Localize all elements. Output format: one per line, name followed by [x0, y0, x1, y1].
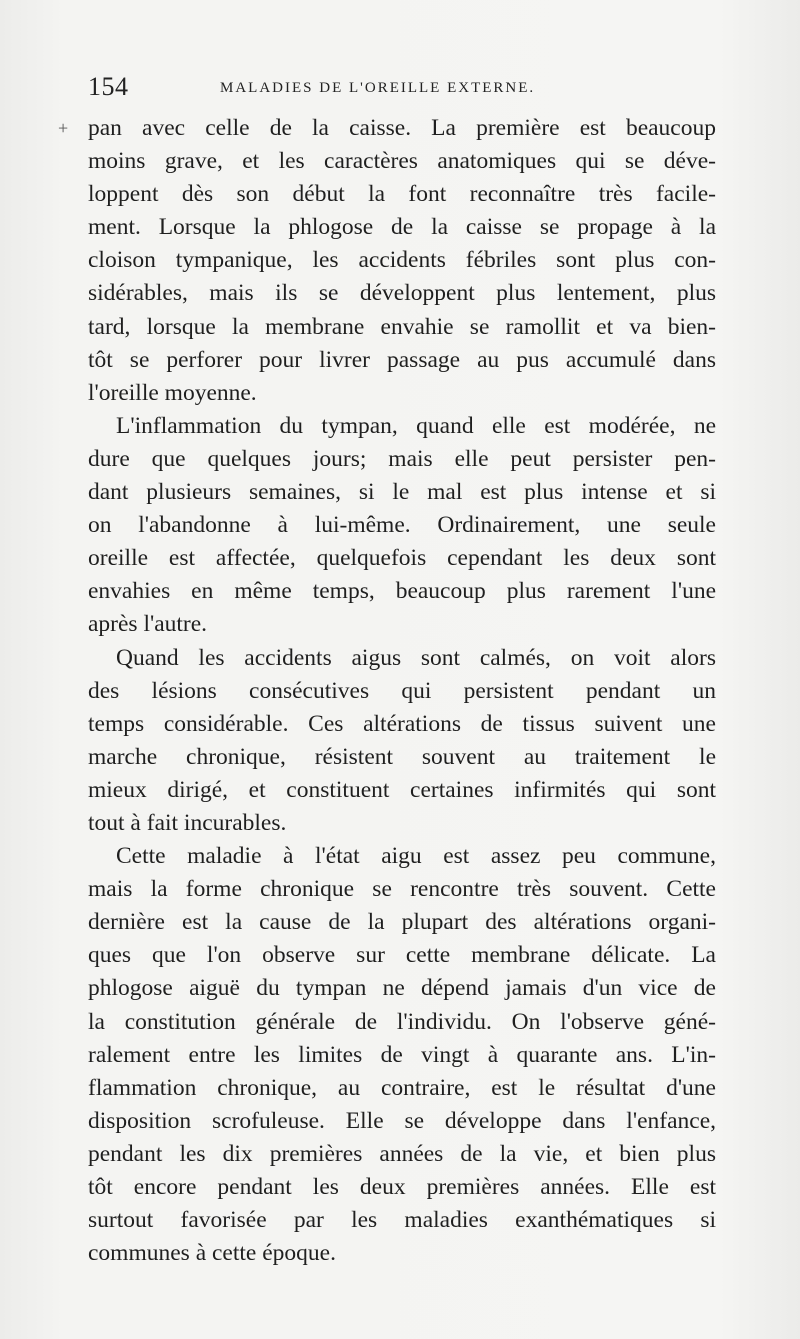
- text-line: tard, lorsque la membrane envahie se ramollit et va bien-: [88, 313, 716, 340]
- text-line: L'inflammation du tympan, quand elle est modérée, ne: [116, 412, 716, 439]
- text-line: ralement entre les limites de vingt à quarante ans. L'in-: [88, 1041, 716, 1068]
- text-line: ment. Lorsque la phlogose de la caisse se propage à la: [88, 214, 716, 241]
- text-line: moins grave, et les caractères anatomiques qui se déve-: [88, 148, 716, 175]
- text-line: surtout favorisée par les maladies exanthématiques si: [88, 1207, 716, 1234]
- text-line: Cette maladie à l'état aigu est assez peu commune,: [116, 843, 716, 870]
- page-header: [88, 72, 708, 102]
- text-line: dure que quelques jours; mais elle peut persister pen-: [88, 445, 716, 472]
- text-line: sidérables, mais ils se développent plus lentement, plus: [88, 280, 716, 307]
- text-line: flammation chronique, au contraire, est le résultat d'une: [88, 1074, 716, 1101]
- text-line: mieux dirigé, et constituent certaines infirmités qui sont: [88, 776, 716, 803]
- text-line: envahies en même temps, beaucoup plus rarement l'une: [88, 578, 716, 605]
- text-line: des lésions consécutives qui persistent pendant un: [88, 677, 716, 704]
- body-text: [88, 112, 716, 1270]
- text-line: tout à fait incurables.: [88, 809, 287, 836]
- text-line: ques que l'on observe sur cette membrane délicate. La: [88, 942, 716, 969]
- text-line: communes à cette époque.: [88, 1240, 336, 1267]
- text-line: tôt se perforer pour livrer passage au pus accumulé dans: [88, 346, 716, 373]
- text-line: disposition scrofuleuse. Elle se développe dans l'enfance,: [88, 1107, 716, 1134]
- text-line: dernière est la cause de la plupart des altérations organi-: [88, 909, 716, 936]
- text-line: l'oreille moyenne.: [88, 379, 257, 406]
- text-line: cloison tympanique, les accidents fébriles sont plus con-: [88, 247, 716, 274]
- text-line: loppent dès son début la font reconnaître très facile-: [88, 181, 716, 208]
- text-line: mais la forme chronique se rencontre très souvent. Cette: [88, 876, 716, 903]
- text-line: on l'abandonne à lui-même. Ordinairement, une seule: [88, 512, 716, 539]
- page-number: 154: [88, 72, 129, 101]
- text-line: Quand les accidents aigus sont calmés, on voit alors: [116, 644, 716, 671]
- text-line: tôt encore pendant les deux premières années. Elle est: [88, 1174, 716, 1200]
- text-line: après l'autre.: [88, 611, 208, 638]
- text-line: phlogose aiguë du tympan ne dépend jamais d'un vice de: [88, 975, 716, 1002]
- text-line: marche chronique, résistent souvent au traitement le: [88, 743, 716, 770]
- text-line: temps considérable. Ces altérations de tissus suivent une: [88, 710, 716, 737]
- running-head: MALADIES DE L'OREILLE EXTERNE.: [220, 80, 536, 96]
- margin-mark: +: [58, 118, 69, 138]
- text-line: oreille est affectée, quelquefois cependant les deux sont: [88, 545, 716, 572]
- text-line: la constitution générale de l'individu. On l'observe géné-: [88, 1008, 716, 1035]
- text-line: pendant les dix premières années de la vie, et bien plus: [88, 1140, 716, 1167]
- text-line: pan avec celle de la caisse. La première est beaucoup: [88, 115, 716, 141]
- text-line: dant plusieurs semaines, si le mal est plus intense et si: [88, 479, 716, 506]
